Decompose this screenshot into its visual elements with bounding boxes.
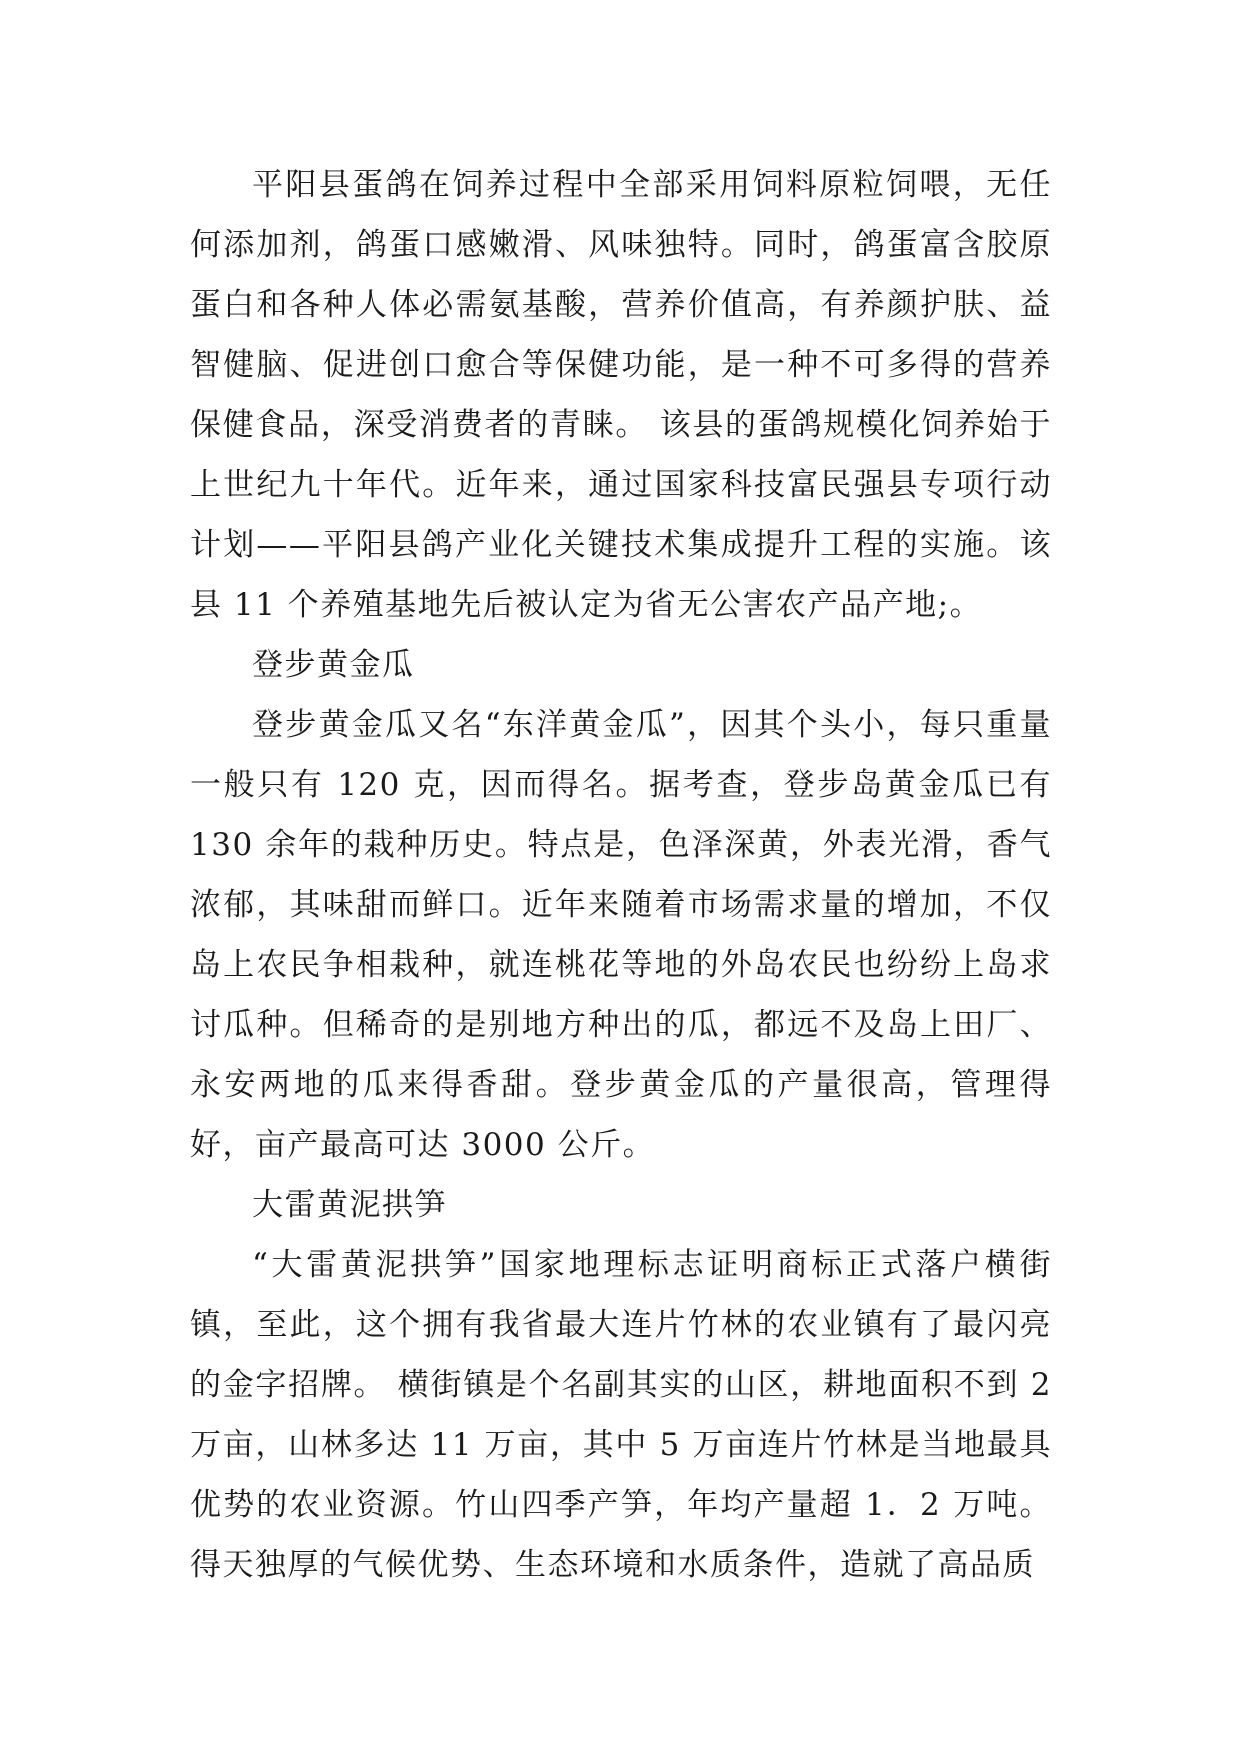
heading-dalei-bamboo-shoot: 大雷黄泥拱笋 [252, 1187, 447, 1223]
document-body [190, 155, 1052, 1595]
paragraph-dengbu-melon: 登步黄金瓜又名“东洋黄金瓜”，因其个头小，每只重量一般只有 120 克，因而得名。据考查，登步岛黄金瓜已有 130 余年的栽种历史。特点是，色泽深黄，外表光滑，香气浓郁，其味甜而鲜口。近年来随着市场需求量的增加，不仅岛上农民争相栽种，就连桃花等地的外岛农民也纷纷上岛求讨瓜种。但稀奇的是别地方种出的瓜，都远不及岛上田厂、永安两地的瓜来得香甜。登步黄金瓜的产量很高，管理得好，亩产最高可达 3000 公斤。 [190, 707, 1052, 1163]
heading-dengbu-melon: 登步黄金瓜 [252, 647, 415, 683]
paragraph-dalei-bamboo-shoot: “大雷黄泥拱笋”国家地理标志证明商标正式落户横街镇，至此，这个拥有我省最大连片竹林的农业镇有了最闪亮的金字招牌。 横街镇是个名副其实的山区，耕地面积不到 2 万亩，山林多达 11 万亩，其中 5 万亩连片竹林是当地最具优势的农业资源。竹山四季产笋，年均产量超 1．2 万吨。得天独厚的气候优势、生态环境和水质条件，造就了高品质 [190, 1247, 1052, 1583]
paragraph-pigeon-eggs: 平阳县蛋鸽在饲养过程中全部采用饲料原粒饲喂，无任何添加剂，鸽蛋口感嫩滑、风味独特。同时，鸽蛋富含胶原蛋白和各种人体必需氨基酸，营养价值高，有养颜护肤、益智健脑、促进创口愈合等保健功能，是一种不可多得的营养保健食品，深受消费者的青睐。 该县的蛋鸽规模化饲养始于上世纪九十年代。近年来，通过国家科技富民强县专项行动计划——平阳县鸽产业化关键技术集成提升工程的实施。该县 11 个养殖基地先后被认定为省无公害农产品产地;。 [190, 167, 1052, 623]
